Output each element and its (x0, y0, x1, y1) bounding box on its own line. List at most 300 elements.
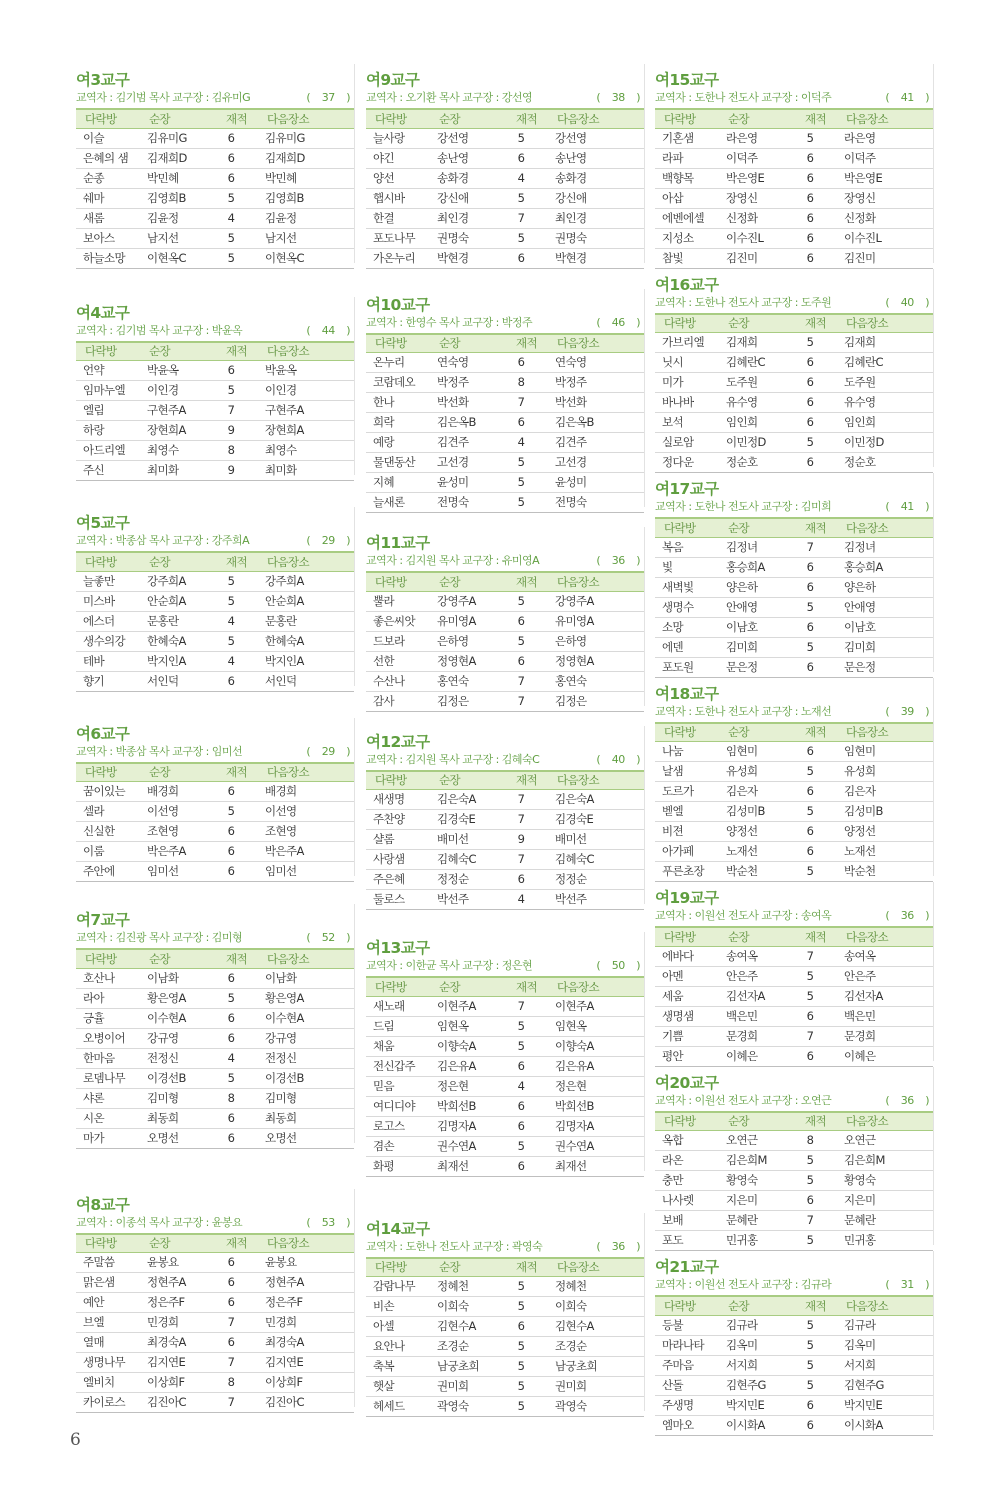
next-place: 오연근 (837, 1131, 933, 1151)
column-header: 재적 (791, 1296, 837, 1315)
table-row (76, 1128, 354, 1148)
table-row (655, 1355, 933, 1375)
district-group (366, 289, 644, 514)
column-header: 재적 (791, 314, 837, 333)
district-group (655, 678, 933, 883)
district-count (885, 908, 929, 926)
district-group (655, 64, 933, 269)
member-count: 6 (212, 1273, 258, 1293)
column-header: 순장 (719, 927, 791, 946)
member-count: 8 (791, 1131, 837, 1151)
cell-name: 전신갑주 (366, 1056, 430, 1076)
next-place: 김현주G (837, 1375, 933, 1395)
paren-close: ) (346, 534, 350, 547)
column-header: 다음장소 (258, 1234, 354, 1253)
district-staff: 교역자 : 도한나 전도사 교구장 : 곽영숙 (366, 1239, 543, 1253)
member-count: 4 (212, 1048, 258, 1068)
column-header: 다락방 (76, 1234, 140, 1253)
leader-name: 서인덕 (140, 671, 212, 691)
district-staff-line (366, 553, 644, 571)
next-place: 이혜은 (837, 1046, 933, 1066)
member-count: 5 (502, 1397, 548, 1417)
next-place: 송화경 (548, 168, 644, 188)
member-count: 7 (212, 1353, 258, 1373)
leader-name: 이남화 (140, 968, 212, 988)
table-row (76, 401, 354, 421)
cell-name: 나사렛 (655, 1191, 719, 1211)
district-staff: 교역자 : 도한나 전도사 교구장 : 이덕주 (655, 91, 832, 104)
table-row (76, 1273, 354, 1293)
cell-name: 믿음 (366, 1076, 430, 1096)
district-title: 여3교구 (76, 71, 130, 89)
table-row (366, 1136, 644, 1156)
table-row (76, 862, 354, 882)
district-count-value: 46 (611, 315, 625, 329)
next-place: 이향숙A (548, 1036, 644, 1056)
column-header: 재적 (212, 109, 258, 128)
table-row (655, 1211, 933, 1231)
column-header: 재적 (212, 763, 258, 782)
next-place: 윤봉요 (258, 1253, 354, 1273)
table-row (76, 822, 354, 842)
next-place: 최경숙A (258, 1333, 354, 1353)
next-place: 이상희F (258, 1373, 354, 1393)
member-count: 7 (502, 671, 548, 691)
table-row (655, 966, 933, 986)
district-group (366, 527, 644, 712)
member-count: 6 (212, 842, 258, 862)
next-place: 문홍란 (258, 611, 354, 631)
table-row (76, 571, 354, 591)
next-place: 강규영 (258, 1028, 354, 1048)
leader-name: 김윤정 (140, 208, 212, 228)
table-row (655, 1026, 933, 1046)
member-count: 5 (791, 762, 837, 782)
district-count (306, 930, 350, 948)
member-count: 6 (502, 1116, 548, 1136)
column-header: 다락방 (655, 723, 719, 742)
district-staff: 교역자 : 도한나 전도사 교구장 : 도주원 (655, 295, 832, 309)
table-row (366, 1317, 644, 1337)
cell-name: 나눔 (655, 742, 719, 762)
cell-name: 둘로스 (366, 890, 430, 910)
table-row (366, 591, 644, 611)
table-row (76, 802, 354, 822)
leader-name: 김옥미 (719, 1335, 791, 1355)
table-row (366, 1397, 644, 1417)
table-row (76, 228, 354, 248)
next-place: 정혜천 (548, 1277, 644, 1297)
member-count: 6 (502, 651, 548, 671)
member-count: 4 (212, 611, 258, 631)
next-place: 김미형 (258, 1088, 354, 1108)
leader-name: 박희선B (430, 1096, 502, 1116)
member-count: 6 (791, 168, 837, 188)
next-place: 박선화 (548, 393, 644, 413)
district-staff: 교역자 : 김기범 목사 교구장 : 김유미G (76, 91, 251, 104)
district-count-value: 36 (611, 1239, 625, 1253)
district-staff-line (76, 1215, 354, 1233)
next-place: 정현주A (258, 1273, 354, 1293)
cell-name: 바나바 (655, 393, 719, 413)
cell-group-table (76, 1233, 354, 1414)
district-count (885, 1093, 929, 1111)
table-row (366, 228, 644, 248)
column-header: 재적 (791, 723, 837, 742)
member-count: 6 (791, 228, 837, 248)
district-staff-line (366, 315, 644, 333)
member-count: 7 (502, 850, 548, 870)
cell-name: 가온누리 (366, 248, 430, 268)
cell-name: 보석 (655, 413, 719, 433)
table-row (366, 413, 644, 433)
district-staff-line (655, 1277, 933, 1295)
cell-group-table (655, 108, 933, 269)
group-divider (644, 289, 645, 508)
next-place: 서지희 (837, 1355, 933, 1375)
table-row (366, 473, 644, 493)
leader-name: 이희숙 (430, 1297, 502, 1317)
member-count: 6 (502, 1317, 548, 1337)
column-header: 다락방 (76, 949, 140, 968)
district-staff: 교역자 : 한영수 목사 교구장 : 박정주 (366, 315, 533, 329)
member-count: 6 (502, 611, 548, 631)
table-row (366, 890, 644, 910)
member-count: 6 (212, 968, 258, 988)
member-count: 7 (212, 401, 258, 421)
cell-name: 아가페 (655, 842, 719, 862)
table-row (655, 557, 933, 577)
group-divider (354, 904, 355, 1143)
member-count: 6 (212, 782, 258, 802)
member-count: 5 (791, 1335, 837, 1355)
district-group (76, 718, 354, 883)
leader-name: 유수영 (719, 393, 791, 413)
next-place: 박정주 (548, 373, 644, 393)
paren-open: ( (306, 91, 311, 104)
district-count-value: 40 (900, 295, 914, 309)
leader-name: 김경숙E (430, 810, 502, 830)
table-row (76, 361, 354, 381)
next-place: 홍승희A (837, 557, 933, 577)
paren-close: ) (636, 1239, 640, 1253)
table-row (76, 168, 354, 188)
member-count: 5 (502, 1036, 548, 1056)
group-divider (354, 718, 355, 877)
leader-name: 이수현A (140, 1008, 212, 1028)
paren-close: ) (925, 91, 929, 104)
cell-name: 포도원 (655, 657, 719, 677)
member-count: 6 (502, 148, 548, 168)
leader-name: 노재선 (719, 842, 791, 862)
next-place: 김선자A (837, 986, 933, 1006)
next-place: 이덕주 (837, 148, 933, 168)
next-place: 정영현A (548, 651, 644, 671)
table-row (655, 1151, 933, 1171)
district-group (76, 64, 354, 269)
member-count: 6 (791, 1006, 837, 1026)
next-place: 윤성미 (548, 473, 644, 493)
paren-close: ) (636, 91, 640, 104)
column-header: 다음장소 (258, 763, 354, 782)
column-header: 다락방 (366, 334, 430, 353)
column-header: 재적 (212, 1234, 258, 1253)
leader-name: 정혜천 (430, 1277, 502, 1297)
leader-name: 황은영A (140, 988, 212, 1008)
district-group (655, 1067, 933, 1252)
member-count: 6 (502, 248, 548, 268)
leader-name: 송난영 (430, 148, 502, 168)
column-header: 다음장소 (548, 572, 644, 591)
next-place: 이남화 (258, 968, 354, 988)
member-count: 6 (791, 373, 837, 393)
leader-name: 문홍란 (140, 611, 212, 631)
table-row (655, 822, 933, 842)
member-count: 6 (791, 617, 837, 637)
member-count: 6 (502, 413, 548, 433)
district-staff: 교역자 : 김지원 목사 교구장 : 김혜숙C (366, 752, 540, 766)
leader-name: 박지인A (140, 651, 212, 671)
next-place: 황영숙 (837, 1171, 933, 1191)
table-header-row (655, 1112, 933, 1131)
next-place: 김진미 (837, 248, 933, 268)
member-count: 6 (212, 862, 258, 882)
leader-name: 서지희 (719, 1355, 791, 1375)
member-count: 5 (791, 1315, 837, 1335)
table-row (366, 188, 644, 208)
paren-close: ) (925, 1278, 929, 1291)
leader-name: 권미희 (430, 1377, 502, 1397)
leader-name: 안은주 (719, 966, 791, 986)
next-place: 강선영 (548, 128, 644, 148)
table-row (366, 1377, 644, 1397)
paren-close: ) (636, 752, 640, 766)
member-count: 6 (502, 1056, 548, 1076)
group-divider (933, 473, 934, 672)
paren-open: ( (596, 91, 601, 104)
cell-group-table (366, 1257, 644, 1418)
leader-name: 문경희 (719, 1026, 791, 1046)
cell-name: 지성소 (655, 228, 719, 248)
cell-name: 시온 (76, 1108, 140, 1128)
district-count-value: 36 (900, 1093, 914, 1107)
leader-name: 문혜란 (719, 1211, 791, 1231)
group-divider (933, 882, 934, 1061)
next-place: 최영수 (258, 441, 354, 461)
column-header: 다음장소 (837, 723, 933, 742)
leader-name: 김견주 (430, 433, 502, 453)
table-row (655, 228, 933, 248)
cell-name: 수산나 (366, 671, 430, 691)
paren-close: ) (925, 909, 929, 922)
table-row (76, 1313, 354, 1333)
cell-name: 드림 (366, 1016, 430, 1036)
member-count: 5 (791, 333, 837, 353)
district-staff: 교역자 : 김진광 목사 교구장 : 김미형 (76, 931, 243, 944)
district-count (596, 1239, 640, 1257)
district-count (885, 1277, 929, 1295)
cell-name: 임마누엘 (76, 381, 140, 401)
district-title: 여18교구 (655, 684, 719, 703)
next-place: 양정선 (837, 822, 933, 842)
table-row (366, 810, 644, 830)
cell-name: 에바다 (655, 946, 719, 966)
paren-open: ( (885, 91, 890, 104)
cell-name: 맑은샘 (76, 1273, 140, 1293)
leader-name: 김지연E (140, 1353, 212, 1373)
table-row (655, 1191, 933, 1211)
leader-name: 정현주A (140, 1273, 212, 1293)
member-count: 4 (502, 433, 548, 453)
table-row (76, 461, 354, 481)
leader-name: 김정은 (430, 691, 502, 711)
member-count: 4 (212, 208, 258, 228)
column-header: 순장 (140, 763, 212, 782)
next-place: 이인경 (258, 381, 354, 401)
cell-name: 소망 (655, 617, 719, 637)
member-count: 6 (791, 1046, 837, 1066)
member-count: 5 (212, 381, 258, 401)
group-divider (933, 678, 934, 877)
member-count: 5 (502, 631, 548, 651)
leader-name: 남지선 (140, 228, 212, 248)
next-place: 이현주A (548, 996, 644, 1016)
member-count: 6 (212, 1333, 258, 1353)
leader-name: 김선자A (719, 986, 791, 1006)
paren-close: ) (346, 931, 350, 944)
next-place: 김미희 (837, 637, 933, 657)
column-header: 다음장소 (258, 342, 354, 361)
table-row (76, 671, 354, 691)
district-count (596, 315, 640, 333)
cell-group-table (76, 551, 354, 692)
member-count: 6 (212, 148, 258, 168)
table-header-row (366, 572, 644, 591)
column-header: 순장 (140, 552, 212, 571)
member-count: 7 (502, 996, 548, 1016)
district-title: 여8교구 (76, 1195, 130, 1214)
table-row (366, 453, 644, 473)
table-row (366, 1076, 644, 1096)
district-group (655, 1251, 933, 1436)
leader-name: 김미희 (719, 637, 791, 657)
next-place: 유성희 (837, 762, 933, 782)
table-row (76, 128, 354, 148)
cell-name: 아삽 (655, 188, 719, 208)
district-group (366, 932, 644, 1177)
district-staff: 교역자 : 이종석 목사 교구장 : 윤봉요 (76, 1215, 243, 1229)
paren-open: ( (306, 323, 311, 337)
table-row (366, 168, 644, 188)
column-header: 재적 (502, 977, 548, 996)
leader-name: 구현주A (140, 401, 212, 421)
leader-name: 이향숙A (430, 1036, 502, 1056)
table-row (76, 1108, 354, 1128)
leader-name: 연숙영 (430, 353, 502, 373)
district-group (76, 1189, 354, 1414)
column-header: 순장 (140, 342, 212, 361)
district-title: 여16교구 (655, 275, 719, 294)
cell-name: 드보라 (366, 631, 430, 651)
next-place: 연숙영 (548, 353, 644, 373)
leader-name: 박순천 (719, 862, 791, 882)
cell-name: 셀라 (76, 802, 140, 822)
paren-close: ) (925, 295, 929, 309)
district-count-value: 31 (900, 1278, 914, 1291)
paren-close: ) (346, 744, 350, 758)
member-count: 6 (212, 1008, 258, 1028)
cell-name: 뿔라 (366, 591, 430, 611)
member-count: 6 (791, 188, 837, 208)
district-count (596, 553, 640, 571)
column-header: 다락방 (655, 1296, 719, 1315)
next-place: 김경숙E (548, 810, 644, 830)
table-row (366, 1116, 644, 1136)
district-count (306, 744, 350, 762)
next-place: 박순천 (837, 862, 933, 882)
cell-group-table (655, 517, 933, 678)
column-header: 다락방 (366, 771, 430, 790)
next-place: 이선영 (258, 802, 354, 822)
cell-name: 한결 (366, 208, 430, 228)
leader-name: 김혜숙C (430, 850, 502, 870)
column-header: 재적 (502, 1258, 548, 1277)
cell-group-table (655, 1295, 933, 1436)
next-place: 김혜란C (837, 353, 933, 373)
cell-name: 세움 (655, 986, 719, 1006)
next-place: 김은유A (548, 1056, 644, 1076)
cell-name: 긍휼 (76, 1008, 140, 1028)
next-place: 김은숙A (548, 790, 644, 810)
paren-open: ( (306, 1215, 311, 1229)
member-count: 6 (791, 742, 837, 762)
member-count: 8 (212, 1088, 258, 1108)
table-row (366, 373, 644, 393)
next-place: 이수현A (258, 1008, 354, 1028)
next-place: 홍연숙 (548, 671, 644, 691)
member-count: 7 (502, 691, 548, 711)
district-group (655, 269, 933, 474)
next-place: 양은하 (837, 577, 933, 597)
leader-name: 임현옥 (430, 1016, 502, 1036)
cell-name: 온누리 (366, 353, 430, 373)
cell-name: 옥합 (655, 1131, 719, 1151)
cell-name: 미가 (655, 373, 719, 393)
district-title: 여9교구 (366, 71, 420, 89)
member-count: 6 (791, 413, 837, 433)
district-count-value: 40 (611, 752, 625, 766)
next-place: 김영희B (258, 188, 354, 208)
paren-close: ) (925, 500, 929, 513)
next-place: 박윤옥 (258, 361, 354, 381)
cell-name: 하랑 (76, 421, 140, 441)
table-row (655, 597, 933, 617)
table-row (366, 1357, 644, 1377)
table-header-row (655, 314, 933, 333)
group-divider (354, 64, 355, 263)
table-row (366, 996, 644, 1016)
table-row (655, 333, 933, 353)
member-count: 7 (502, 393, 548, 413)
leader-name: 오연근 (719, 1131, 791, 1151)
table-header-row (655, 927, 933, 946)
table-row (655, 762, 933, 782)
district-group (366, 1213, 644, 1418)
cell-name: 햇살 (366, 1377, 430, 1397)
next-place: 정정순 (548, 870, 644, 890)
leader-name: 홍연숙 (430, 671, 502, 691)
leader-name: 정정순 (430, 870, 502, 890)
